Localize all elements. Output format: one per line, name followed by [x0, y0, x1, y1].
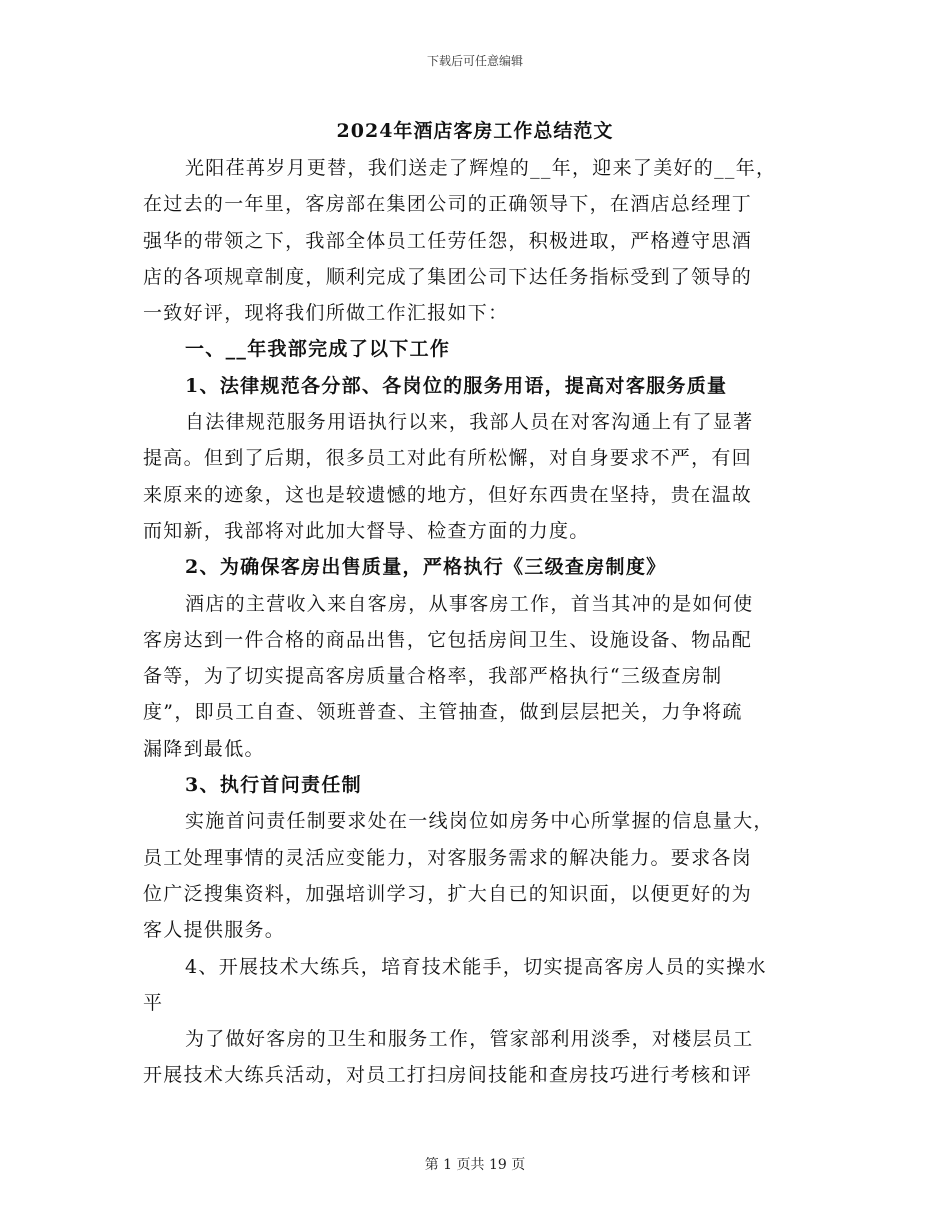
paragraph-line: 实施首问责任制要求处在一线岗位如房务中心所掌握的信息量大， — [185, 810, 774, 833]
paragraph-line: 光阳荏苒岁月更替，我们送走了辉煌的__年，迎来了美好的__年， — [185, 157, 777, 179]
paragraph-line: 自法律规范服务用语执行以来，我部人员在对客沟通上有了显著 — [185, 411, 754, 434]
page-footer: 第 1 页共 19 页 — [424, 1157, 526, 1173]
paragraph-line: 来原来的迹象，这也是较遗憾的地方，但好东西贵在坚持，贵在温故 — [143, 483, 753, 506]
document-title: 2024年酒店客房工作总结范文 — [336, 120, 614, 142]
paragraph-line: 员工处理事情的灵活应变能力，对客服务需求的解决能力。要求各岗 — [143, 846, 753, 869]
paragraph-line: 度”，即员工自查、领班普查、主管抽查，做到层层把关，力争将疏 — [143, 701, 743, 724]
paragraph-line: 在过去的一年里，客房部在集团公司的正确领导下，在酒店总经理丁 — [143, 193, 753, 216]
paragraph-line: 4、开展技术大练兵，培育技术能手，切实提高客房人员的实操水 — [185, 955, 767, 978]
paragraph-line: 备等，为了切实提高客房质量合格率，我部严格执行“三级查房制 — [143, 665, 723, 688]
paragraph-line: 一致好评，现将我们所做工作汇报如下： — [143, 302, 509, 325]
paragraph-line: 为了做好客房的卫生和服务工作，管家部利用淡季，对楼层员工 — [185, 1028, 754, 1051]
section-heading: 1、法律规范各分部、各岗位的服务用语，提高对客服务质量 — [185, 374, 728, 397]
paragraph-line: 客房达到一件合格的商品出售，它包括房间卫生、设施设备、物品配 — [143, 628, 753, 651]
section-heading: 3、执行首问责任制 — [185, 774, 362, 797]
section-heading: 一、__年我部完成了以下工作 — [185, 338, 451, 361]
paragraph-line: 开展技术大练兵活动，对员工打扫房间技能和查房技巧进行考核和评 — [143, 1064, 753, 1087]
paragraph-line: 位广泛搜集资料，加强培训学习，扩大自已的知识面，以便更好的为 — [143, 882, 753, 905]
paragraph-line: 强华的带领之下，我部全体员工任劳任怨，积极进取，严格遵守思酒 — [143, 229, 753, 252]
paragraph-line: 店的各项规章制度，顺利完成了集团公司下达任务指标受到了领导的 — [143, 265, 753, 288]
paragraph-line: 漏降到最低。 — [143, 737, 265, 760]
paragraph-line: 酒店的主营收入来自客房，从事客房工作，首当其冲的是如何使 — [185, 592, 754, 615]
paragraph-line: 平 — [143, 991, 164, 1014]
document-body — [143, 150, 805, 1094]
paragraph-line: 客人提供服务。 — [143, 919, 286, 942]
paragraph-line: 而知新，我部将对此加大督导、检查方面的力度。 — [143, 519, 590, 542]
paragraph-line: 提高。但到了后期，很多员工对此有所松懈，对自身要求不严，有回 — [143, 447, 753, 470]
header-note: 下载后可任意编辑 — [426, 54, 523, 68]
section-heading: 2、为确保客房出售质量，严格执行《三级查房制度》 — [185, 556, 667, 579]
